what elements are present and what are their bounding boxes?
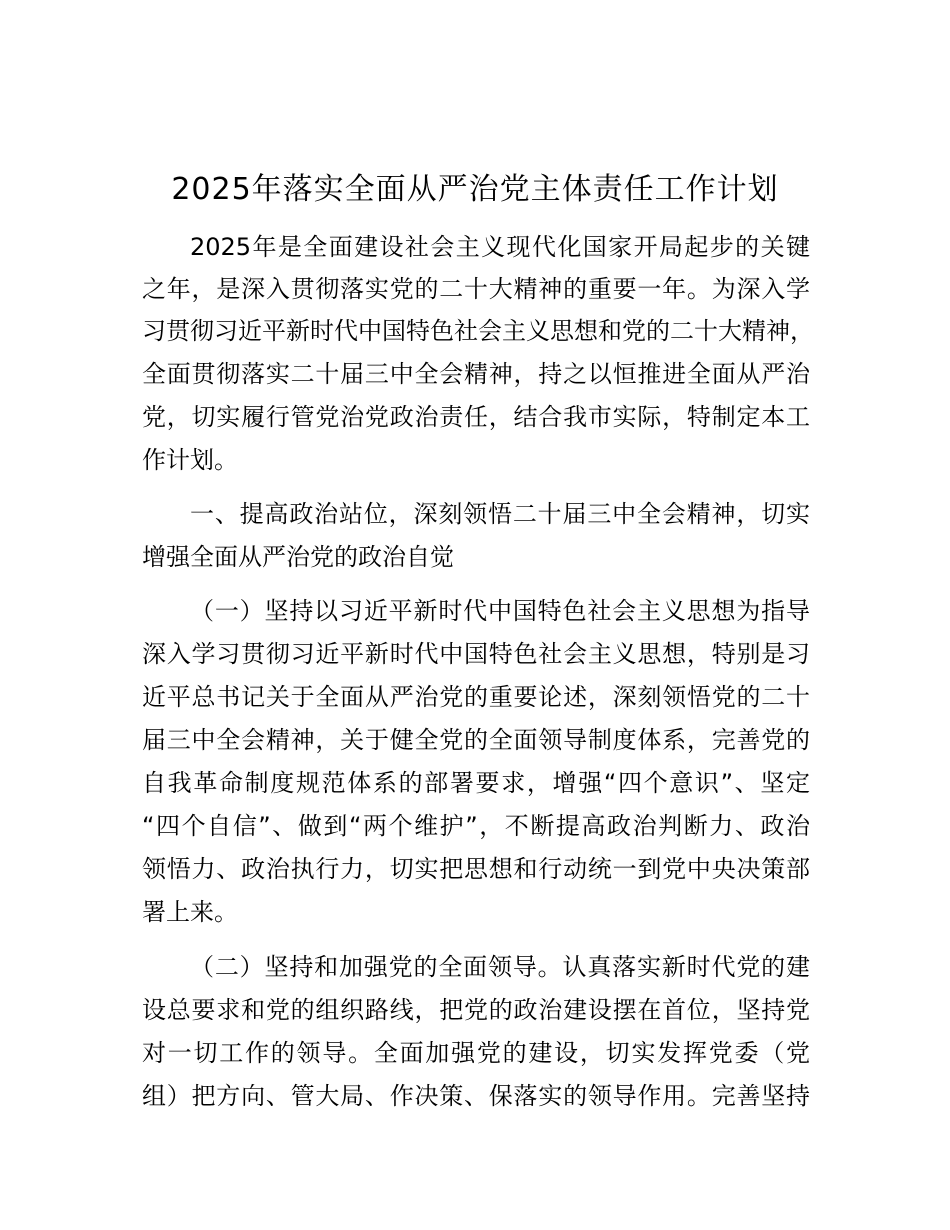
paragraph-line: 近平总书记关于全面从严治党的重要论述，深刻领悟党的二十 bbox=[142, 683, 810, 711]
paragraph-line: 全面贯彻落实二十届三中全会精神，持之以恒推进全面从严治 bbox=[142, 360, 810, 388]
paragraph-line: 对一切工作的领导。全面加强党的建设，切实发挥党委（党 bbox=[142, 1039, 810, 1067]
paragraph-line: 深入学习贯彻习近平新时代中国特色社会主义思想，特别是习 bbox=[142, 640, 810, 668]
paragraph-line: 自我革命制度规范体系的部署要求，增强“四个意识”、坚定 bbox=[142, 769, 810, 797]
paragraph-line: “四个自信”、做到“两个维护”，不断提高政治判断力、政治 bbox=[142, 812, 810, 840]
paragraph-line: 设总要求和党的组织路线，把党的政治建设摆在首位，坚持党 bbox=[142, 996, 810, 1024]
section-heading-line: 一、提高政治站位，深刻领悟二十届三中全会精神，切实 bbox=[190, 500, 810, 528]
paragraph-line: 届三中全会精神，关于健全党的全面领导制度体系，完善党的 bbox=[142, 726, 810, 754]
section-heading-line: 增强全面从严治党的政治自觉 bbox=[142, 543, 454, 571]
document-title: 2025年落实全面从严治党主体责任工作计划 bbox=[171, 172, 779, 207]
paragraph-line: 领悟力、政治执行力，切实把思想和行动统一到党中央决策部 bbox=[142, 855, 810, 883]
paragraph-line: 作计划。 bbox=[142, 446, 238, 474]
paragraph-line: 2025年是全面建设社会主义现代化国家开局起步的关键 bbox=[190, 233, 810, 261]
paragraph-line: 党，切实履行管党治党政治责任，结合我市实际，特制定本工 bbox=[142, 403, 810, 431]
paragraph-line: 之年，是深入贯彻落实党的二十大精神的重要一年。为深入学 bbox=[142, 275, 810, 303]
paragraph-line: （二）坚持和加强党的全面领导。认真落实新时代党的建 bbox=[190, 953, 810, 981]
paragraph-line: （一）坚持以习近平新时代中国特色社会主义思想为指导 bbox=[190, 597, 810, 625]
paragraph-line: 习贯彻习近平新时代中国特色社会主义思想和党的二十大精神， bbox=[142, 317, 814, 345]
paragraph-line: 署上来。 bbox=[142, 898, 238, 926]
paragraph-line: 组）把方向、管大局、作决策、保落实的领导作用。完善坚持 bbox=[142, 1082, 810, 1110]
